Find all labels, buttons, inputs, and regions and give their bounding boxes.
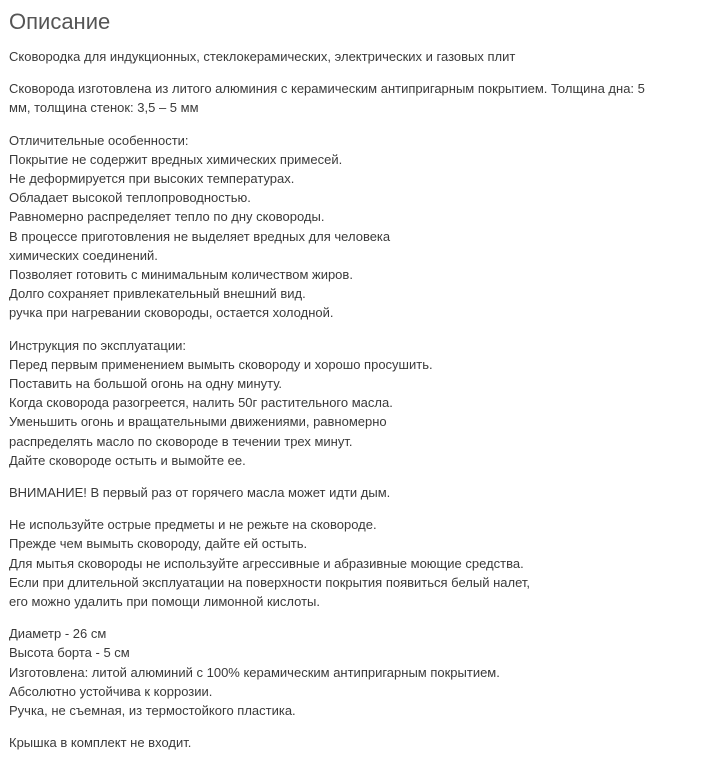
text-line: Инструкция по эксплуатации: [9, 337, 186, 353]
text-line: Изготовлена: литой алюминий с 100% керамическим антипригарным покрытием. [9, 664, 500, 680]
description-body [9, 47, 717, 753]
text-line: Равномерно распределяет тепло по дну сковороды. [9, 209, 325, 225]
paragraph-compatibility [9, 47, 717, 66]
text-line: Обладает высокой теплопроводностью. [9, 190, 251, 206]
text-line: Для мытья сковороды не используйте агрессивные и абразивные моющие средства. [9, 555, 524, 571]
text-line: Не деформируется при высоких температурах. [9, 171, 295, 187]
text-line: Перед первым применением вымыть сковороду и хорошо просушить. [9, 356, 433, 372]
text-line: ВНИМАНИЕ! В первый раз от горячего масла может идти дым. [9, 485, 391, 501]
text-line: Прежде чем вымыть сковороду, дайте ей остыть. [9, 536, 308, 552]
text-line: Дайте сковороде остыть и вымойте ее. [9, 452, 246, 468]
text-line: Абсолютно устойчива к коррозии. [9, 683, 213, 699]
text-line: его можно удалить при помощи лимонной кислоты. [9, 594, 320, 610]
text-line: Поставить на большой огонь на одну минуту. [9, 376, 283, 392]
text-line: Покрытие не содержит вредных химических примесей. [9, 151, 343, 167]
text-line: Не используйте острые предметы и не режьте на сковороде. [9, 517, 377, 533]
text-line: Высота борта - 5 см [9, 645, 130, 661]
text-line: В процессе приготовления не выделяет вредных для человека [9, 228, 391, 244]
text-line: ручка при нагревании сковороды, остается холодной. [9, 305, 334, 321]
paragraph-lid-note [9, 733, 717, 752]
text-line: Если при длительной эксплуатации на поверхности покрытия появиться белый налет, [9, 574, 530, 590]
paragraph-material [9, 79, 717, 117]
paragraph-features [9, 131, 717, 323]
text-line: мм, толщина стенок: 3,5 – 5 мм [9, 100, 199, 116]
text-line: Долго сохраняет привлекательный внешний вид. [9, 286, 306, 302]
text-line: Крышка в комплект не входит. [9, 735, 192, 751]
paragraph-instructions [9, 336, 717, 470]
text-line: Отличительные особенности: [9, 132, 189, 148]
text-line: Сковорода изготовлена из литого алюминия с керамическим антипригарным покрытием. Толщина дна: 5 [9, 81, 645, 97]
text-line: Сковородка для индукционных, стеклокерамических, электрических и газовых плит [9, 49, 516, 64]
text-line: Ручка, не съемная, из термостойкого пластика. [9, 703, 296, 719]
paragraph-warning [9, 483, 717, 502]
text-line: Когда сковорода разогреется, налить 50г растительного масла. [9, 395, 393, 411]
text-line: распределять масло по сковороде в течении трех минут. [9, 433, 353, 449]
text-line: Диаметр - 26 см [9, 626, 107, 642]
section-title: Описание [9, 9, 111, 34]
paragraph-specifications [9, 624, 717, 720]
text-line: Уменьшить огонь и вращательными движениями, равномерно [9, 414, 387, 430]
text-line: химических соединений. [9, 247, 158, 263]
text-line: Позволяет готовить с минимальным количеством жиров. [9, 267, 353, 283]
paragraph-care [9, 515, 717, 611]
